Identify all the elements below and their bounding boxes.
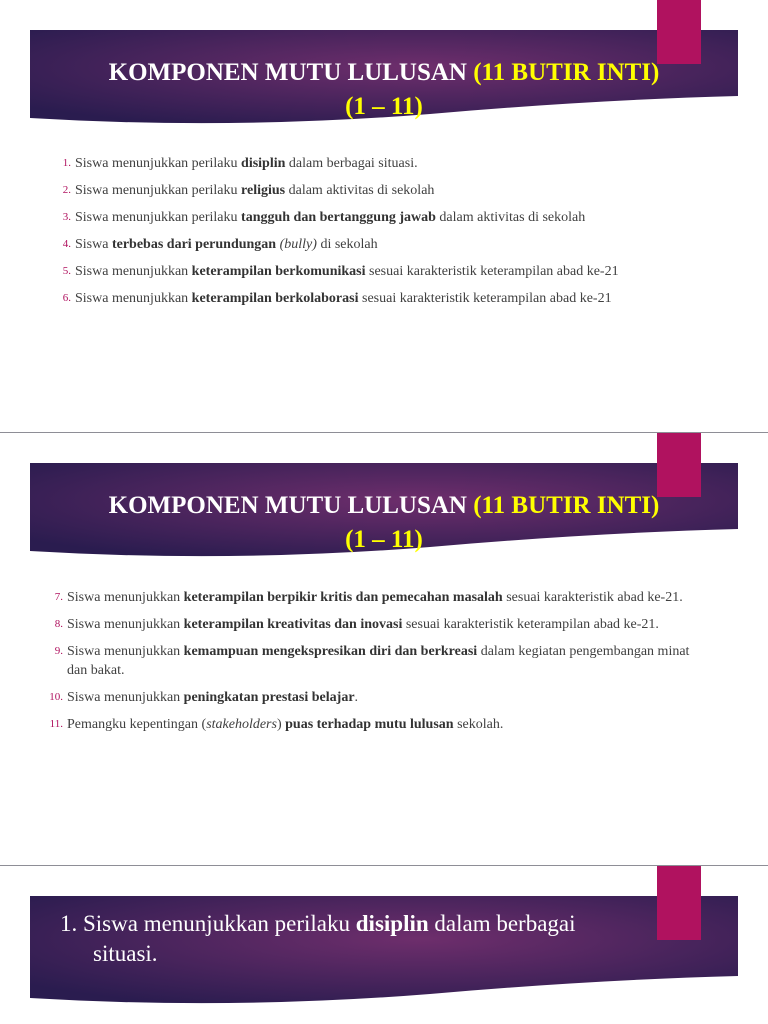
slide-title <box>30 489 738 557</box>
item-text: dalam aktivitas di sekolah <box>285 183 435 198</box>
item-bold: tangguh dan bertanggung jawab <box>241 210 436 225</box>
item-text: dalam berbagai situasi. <box>285 156 418 171</box>
item-text: dalam kegiatan pengembangan minat dan bakat. <box>67 644 690 678</box>
title-text: KOMPONEN MUTU LULUSAN <box>108 492 474 519</box>
list-item <box>62 262 745 281</box>
item-bold: terbebas dari perundungan <box>111 237 277 252</box>
title-highlight: (11 BUTIR INTI) <box>473 492 660 519</box>
item-text: Siswa menunjukkan <box>67 644 184 659</box>
item-bold: puas terhadap mutu lulusan <box>285 717 454 732</box>
title-range: (1 – 11) <box>345 526 423 553</box>
item-text: sesuai karakteristik abad ke-21. <box>502 590 683 605</box>
item-text: Siswa menunjukkan perilaku <box>75 156 242 171</box>
item-bold: religius <box>241 183 286 198</box>
item-number: 11. <box>49 718 63 730</box>
item-text: ) <box>276 717 286 732</box>
item-number: 10. <box>49 691 63 703</box>
criteria-list <box>49 588 707 742</box>
item-number: 7. <box>54 591 63 603</box>
item-text: Siswa menunjukkan perilaku <box>75 210 242 225</box>
slide-title <box>60 909 700 969</box>
title-text: dalam berbagai <box>428 911 576 936</box>
list-item <box>62 289 745 308</box>
slide-1 <box>0 0 768 432</box>
item-text: Siswa menunjukkan <box>75 291 192 306</box>
list-item <box>54 642 707 680</box>
item-bold: keterampilan berpikir kritis dan pemecahan masalah <box>183 590 503 605</box>
title-text-line2: situasi. <box>93 941 158 966</box>
item-text: Siswa <box>75 237 112 252</box>
title-text: KOMPONEN MUTU LULUSAN <box>108 59 474 86</box>
item-italic: stakeholders <box>206 717 277 732</box>
slide-2 <box>0 433 768 865</box>
list-item <box>49 688 707 707</box>
item-text: Siswa menunjukkan <box>67 590 184 605</box>
item-text: Siswa menunjukkan <box>67 690 184 705</box>
item-text: di sekolah <box>316 237 378 252</box>
item-text: dalam aktivitas di sekolah <box>435 210 586 225</box>
item-text: Siswa menunjukkan <box>67 617 184 632</box>
accent-tab <box>657 0 701 64</box>
item-number: 9. <box>54 645 63 657</box>
accent-tab <box>657 433 701 497</box>
item-bold: peningkatan prestasi belajar <box>183 690 355 705</box>
slide-3 <box>0 866 768 1024</box>
item-bold: keterampilan kreativitas dan inovasi <box>183 617 403 632</box>
item-text: Pemangku kepentingan ( <box>67 717 207 732</box>
list-item <box>49 715 707 734</box>
list-item <box>62 235 745 254</box>
item-number: 8. <box>54 618 63 630</box>
item-number: 2. <box>62 184 71 196</box>
list-item <box>62 154 745 173</box>
item-number: 4. <box>62 238 71 250</box>
item-bold: kemampuan mengekspresikan diri dan berkreasi <box>183 644 478 659</box>
item-number: 1. <box>62 157 71 169</box>
item-italic: (bully) <box>279 237 317 252</box>
item-number: 5. <box>62 265 71 277</box>
title-range: (1 – 11) <box>345 93 423 120</box>
list-item <box>62 208 745 227</box>
item-number: 3. <box>62 211 71 223</box>
title-text: 1. Siswa menunjukkan perilaku <box>60 911 356 936</box>
list-item <box>54 615 707 634</box>
item-text: Siswa menunjukkan <box>75 264 192 279</box>
list-item <box>54 588 707 607</box>
item-bold: keterampilan berkomunikasi <box>191 264 366 279</box>
title-highlight: (11 BUTIR INTI) <box>473 59 660 86</box>
item-text: Siswa menunjukkan perilaku <box>75 183 242 198</box>
title-bold: disiplin <box>355 911 429 936</box>
item-text: sekolah. <box>453 717 504 732</box>
item-text: sesuai karakteristik keterampilan abad ke-21. <box>402 617 659 632</box>
slide-title <box>30 56 738 124</box>
item-text: sesuai karakteristik keterampilan abad ke-21 <box>365 264 619 279</box>
item-bold: disiplin <box>241 156 286 171</box>
criteria-list <box>62 154 745 316</box>
list-item <box>62 181 745 200</box>
item-bold: keterampilan berkolaborasi <box>191 291 359 306</box>
item-text: sesuai karakteristik keterampilan abad ke-21 <box>358 291 612 306</box>
item-text: . <box>354 690 359 705</box>
item-number: 6. <box>62 292 71 304</box>
